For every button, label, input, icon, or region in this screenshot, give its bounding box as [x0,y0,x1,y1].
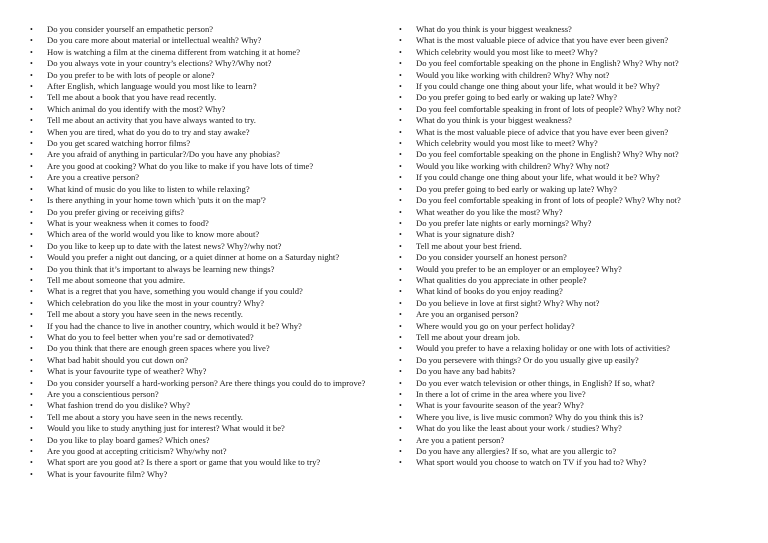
question-item: • If you had the chance to live in another country, which would it be? Why? [30,321,370,332]
question-item: • What is your favourite film? Why? [30,469,370,480]
question-item: • Do you feel comfortable speaking on the phone in English? Why? Why not? [399,149,744,160]
question-item: • What kind of books do you enjoy reading? [399,286,744,297]
question-item: • What is the most valuable piece of advice that you have ever been given? [399,35,744,46]
question-item: • In there a lot of crime in the area where you live? [399,389,744,400]
question-item: • Do you prefer giving or receiving gifts? [30,207,370,218]
question-item: • Is there anything in your home town which 'puts it on the map'? [30,195,370,206]
question-item: • What is your favourite season of the year? Why? [399,400,744,411]
question-item: • Where you live, is live music common? Why do you think this is? [399,412,744,423]
question-item: • After English, which language would you most like to learn? [30,81,370,92]
question-item: • Would you like working with children? Why? Why not? [399,70,744,81]
question-item: • Would you like to study anything just for interest? What would it be? [30,423,370,434]
question-item: • Are you good at accepting criticism? Why/why not? [30,446,370,457]
question-item: • What weather do you like the most? Why? [399,207,744,218]
question-item: • What bad habit should you cut down on? [30,355,370,366]
question-item: • If you could change one thing about your life, what would it be? Why? [399,172,744,183]
question-item: • Do you feel comfortable speaking in front of lots of people? Why? Why not? [399,104,744,115]
question-item: • Do you have any allergies? If so, what are you allergic to? [399,446,744,457]
question-item: • How is watching a film at the cinema different from watching it at home? [30,47,370,58]
question-item: • What do you think is your biggest weakness? [399,115,744,126]
question-item: • Are you an organised person? [399,309,744,320]
question-item: • Do you like to keep up to date with the latest news? Why?/why not? [30,241,370,252]
question-item: • Would you like working with children? Why? Why not? [399,161,744,172]
question-item: • Do you care more about material or intellectual wealth? Why? [30,35,370,46]
question-item: • Do you consider yourself a hard-working person? Are there things you could do to improve? [30,378,370,389]
question-item: • Do you think that there are enough green spaces where you live? [30,343,370,354]
question-item: • Do you feel comfortable speaking on the phone in English? Why? Why not? [399,58,744,69]
question-item: • What fashion trend do you dislike? Why? [30,400,370,411]
question-item: • Do you consider yourself an honest person? [399,252,744,263]
question-item: • Which celebrity would you most like to meet? Why? [399,47,744,58]
question-item: • What is your signature dish? [399,229,744,240]
question-item: • Which area of the world would you like to know more about? [30,229,370,240]
question-item: • What is your favourite type of weather? Why? [30,366,370,377]
question-item: • What sport are you good at? Is there a sport or game that you would like to try? [30,457,370,468]
question-item: • Which celebrity would you most like to meet? Why? [399,138,744,149]
question-item: • Are you good at cooking? What do you like to make if you have lots of time? [30,161,370,172]
question-item: • Do you persevere with things? Or do you usually give up easily? [399,355,744,366]
question-item: • Would you prefer to have a relaxing holiday or one with lots of activities? [399,343,744,354]
question-item: • If you could change one thing about your life, what would it be? Why? [399,81,744,92]
question-item: • Do you consider yourself an empathetic person? [30,24,370,35]
question-item: • Are you a creative person? [30,172,370,183]
question-item: • What is a regret that you have, something you would change if you could? [30,286,370,297]
question-item: • What qualities do you appreciate in other people? [399,275,744,286]
question-item: • Are you a conscientious person? [30,389,370,400]
question-item: • Which celebration do you like the most in your country? Why? [30,298,370,309]
left-question-list [30,24,370,480]
question-item: • Tell me about your dream job. [399,332,744,343]
question-item: • Where would you go on your perfect holiday? [399,321,744,332]
right-question-list [399,24,744,469]
question-item: • Are you afraid of anything in particular?/Do you have any phobias? [30,149,370,160]
question-item: • Do you like to play board games? Which ones? [30,435,370,446]
question-item: • Do you prefer going to bed early or waking up late? Why? [399,92,744,103]
question-item: • Do you always vote in your country’s elections? Why?/Why not? [30,58,370,69]
question-item: • Tell me about your best friend. [399,241,744,252]
question-item: • Do you believe in love at first sight? Why? Why not? [399,298,744,309]
question-item: • Do you prefer to be with lots of people or alone? [30,70,370,81]
question-item: • Do you feel comfortable speaking in front of lots of people? Why? Why not? [399,195,744,206]
question-item: • Do you get scared watching horror films? [30,138,370,149]
question-item: • Do you think that it’s important to always be learning new things? [30,264,370,275]
question-item: • What kind of music do you like to listen to while relaxing? [30,184,370,195]
question-item: • Would you prefer a night out dancing, or a quiet dinner at home on a Saturday night? [30,252,370,263]
question-item: • Do you have any bad habits? [399,366,744,377]
question-item: • What do you like the least about your work / studies? Why? [399,423,744,434]
question-item: • What is your weakness when it comes to food? [30,218,370,229]
question-item: • When you are tired, what do you do to try and stay awake? [30,127,370,138]
question-item: • Which animal do you identify with the most? Why? [30,104,370,115]
question-item: • What is the most valuable piece of advice that you have ever been given? [399,127,744,138]
question-item: • Tell me about someone that you admire. [30,275,370,286]
question-item: • Tell me about an activity that you have always wanted to try. [30,115,370,126]
question-item: • Tell me about a story you have seen in the news recently. [30,412,370,423]
question-item: • Do you prefer going to bed early or waking up late? Why? [399,184,744,195]
question-item: • Do you prefer late nights or early mornings? Why? [399,218,744,229]
question-item: • Tell me about a book that you have read recently. [30,92,370,103]
question-item: • What do you to feel better when you’re sad or demotivated? [30,332,370,343]
question-item: • What sport would you choose to watch on TV if you had to? Why? [399,457,744,468]
question-item: • Tell me about a story you have seen in the news recently. [30,309,370,320]
question-item: • Would you prefer to be an employer or an employee? Why? [399,264,744,275]
question-item: • What do you think is your biggest weakness? [399,24,744,35]
question-item: • Are you a patient person? [399,435,744,446]
question-item: • Do you ever watch television or other things, in English? If so, what? [399,378,744,389]
